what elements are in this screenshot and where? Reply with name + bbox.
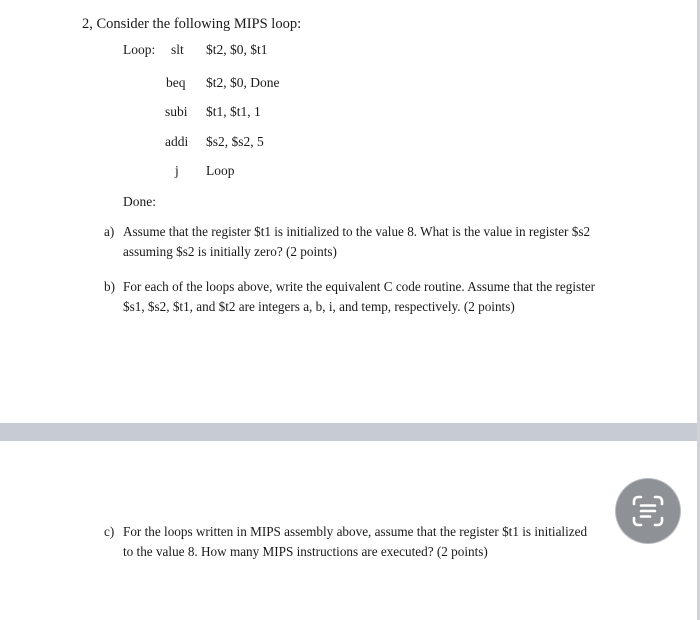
text-scan-icon bbox=[631, 494, 665, 528]
instruction-args: Loop bbox=[206, 163, 235, 178]
part-letter: b) bbox=[104, 279, 115, 294]
part-text bbox=[123, 277, 623, 317]
loop-label: Loop: bbox=[123, 42, 156, 57]
part-line: For each of the loops above, write the equivalent C code routine. Assume that the register bbox=[123, 279, 596, 294]
instruction-args: $t1, $t1, 1 bbox=[206, 104, 261, 119]
part-line: assuming $s2 is initially zero? (2 points) bbox=[123, 244, 337, 259]
question-title: 2, Consider the following MIPS loop: bbox=[82, 16, 302, 32]
done-label: Done: bbox=[123, 194, 156, 209]
instruction-args: $t2, $0, Done bbox=[206, 75, 280, 90]
part-line: to the value 8. How many MIPS instructions are executed? (2 points) bbox=[123, 544, 488, 559]
page-divider bbox=[0, 423, 700, 441]
instruction-op: addi bbox=[165, 134, 189, 149]
instruction-op: subi bbox=[165, 104, 188, 119]
text-scan-button[interactable] bbox=[616, 479, 680, 543]
part-letter: c) bbox=[104, 524, 115, 539]
instruction-args: $s2, $s2, 5 bbox=[206, 134, 264, 149]
part-text bbox=[123, 522, 623, 562]
instruction-args: $t2, $0, $t1 bbox=[206, 42, 268, 57]
part-letter: a) bbox=[104, 224, 115, 239]
part-line: For the loops written in MIPS assembly above, assume that the register $t1 is initialized bbox=[123, 524, 588, 539]
part-text bbox=[123, 222, 623, 262]
instruction-op: j bbox=[175, 163, 179, 178]
part-line: $s1, $s2, $t1, and $t2 are integers a, b, i, and temp, respectively. (2 points) bbox=[123, 299, 515, 314]
part-line: Assume that the register $t1 is initialized to the value 8. What is the value in register $s2 bbox=[123, 224, 591, 239]
instruction-op: slt bbox=[171, 42, 184, 57]
instruction-op: beq bbox=[166, 75, 186, 90]
